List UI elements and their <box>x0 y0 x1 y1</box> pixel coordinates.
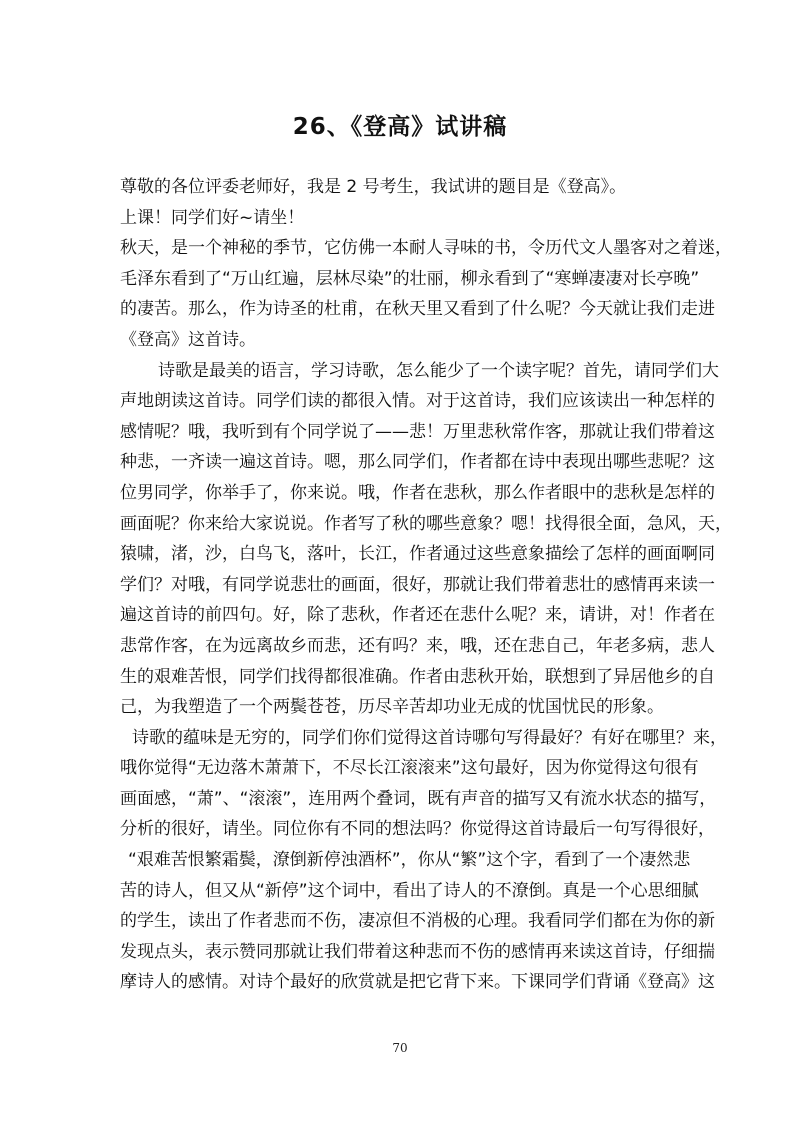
document-body <box>120 172 732 998</box>
text-line: 的学生，读出了作者悲而不伤，凄凉但不消极的心理。我看同学们都在为你的新 <box>120 911 715 932</box>
text-line: 分析的很好，请坐。同位你有不同的想法吗？你觉得这首诗最后一句写得很好， <box>120 819 715 840</box>
text-line: “艰难苦恨繁霜鬓，潦倒新停浊酒杯”，你从“繁”这个字，看到了一个凄然悲 <box>128 850 691 871</box>
text-line: 秋天，是一个神秘的季节，它仿佛一本耐人寻味的书，令历代文人墨客对之着迷， <box>120 238 732 259</box>
text-line: 悲常作客，在为远离故乡而悲，还有吗？来，哦，还在悲自己，年老多病，悲人 <box>120 635 715 656</box>
text-line: 学们？对哦，有同学说悲壮的画面，很好，那就让我们带着悲壮的感情再来读一 <box>120 574 715 595</box>
text-line: 的凄苦。那么，作为诗圣的杜甫，在秋天里又看到了什么呢？今天就让我们走进 <box>120 299 715 320</box>
text-line: 猿啸，渚，沙，白鸟飞，落叶，长江，作者通过这些意象描绘了怎样的画面啊同 <box>120 544 715 565</box>
text-line: 己，为我塑造了一个两鬓苍苍，历尽辛苦却功业无成的忧国忧民的形象。 <box>120 697 664 718</box>
text-line: 感情呢？哦，我听到有个同学说了——悲！万里悲秋常作客，那就让我们带着这 <box>120 421 715 442</box>
text-line: 哦你觉得“无边落木萧萧下，不尽长江滚滚来”这句最好，因为你觉得这句很有 <box>120 758 699 779</box>
text-line: 画面感，“萧”、“滚滚”，连用两个叠词，既有声音的描写又有流水状态的描写， <box>120 788 717 809</box>
text-line: 上课！同学们好~请坐！ <box>120 207 305 228</box>
text-line: 发现点头，表示赞同那就让我们带着这种悲而不伤的感情再来读这首诗，仔细揣 <box>120 941 715 962</box>
text-line: 声地朗读这首诗。同学们读的都很入情。对于这首诗，我们应该读出一种怎样的 <box>120 391 715 412</box>
text-line: 画面呢？你来给大家说说。作者写了秋的哪些意象？嗯！找得很全面，急风，天， <box>120 513 732 534</box>
document-title: 26、《登高》试讲稿 <box>292 114 508 140</box>
text-line: 毛泽东看到了“万山红遍，层林尽染”的壮丽，柳永看到了“寒蝉凄凄对长亭晚” <box>120 268 700 289</box>
text-line: 诗歌是最美的语言，学习诗歌，怎么能少了一个读字呢？首先，请同学们大 <box>158 360 719 381</box>
text-line: 诗歌的蕴味是无穷的，同学们你们觉得这首诗哪句写得最好？有好在哪里？来， <box>132 727 727 748</box>
text-line: 位男同学，你举手了，你来说。哦，作者在悲秋，那么作者眼中的悲秋是怎样的 <box>120 482 715 503</box>
text-line: 生的艰难苦恨，同学们找得都很准确。作者由悲秋开始，联想到了异居他乡的自 <box>120 666 715 687</box>
text-line: 遍这首诗的前四句。好，除了悲秋，作者还在悲什么呢？来，请讲，对！作者在 <box>120 605 715 626</box>
text-line: 摩诗人的感情。对诗个最好的欣赏就是把它背下来。下课同学们背诵《登高》这 <box>120 972 715 993</box>
text-line: 苦的诗人，但又从“新停”这个词中，看出了诗人的不潦倒。真是一个心思细腻 <box>120 880 699 901</box>
text-line: 尊敬的各位评委老师好，我是 2 号考生，我试讲的题目是《登高》。 <box>120 177 627 197</box>
text-line: 种悲，一齐读一遍这首诗。嗯，那么同学们，作者都在诗中表现出哪些悲呢？这 <box>120 452 715 473</box>
text-line: 《登高》这首诗。 <box>120 329 256 350</box>
page-number: 70 <box>392 1041 408 1055</box>
